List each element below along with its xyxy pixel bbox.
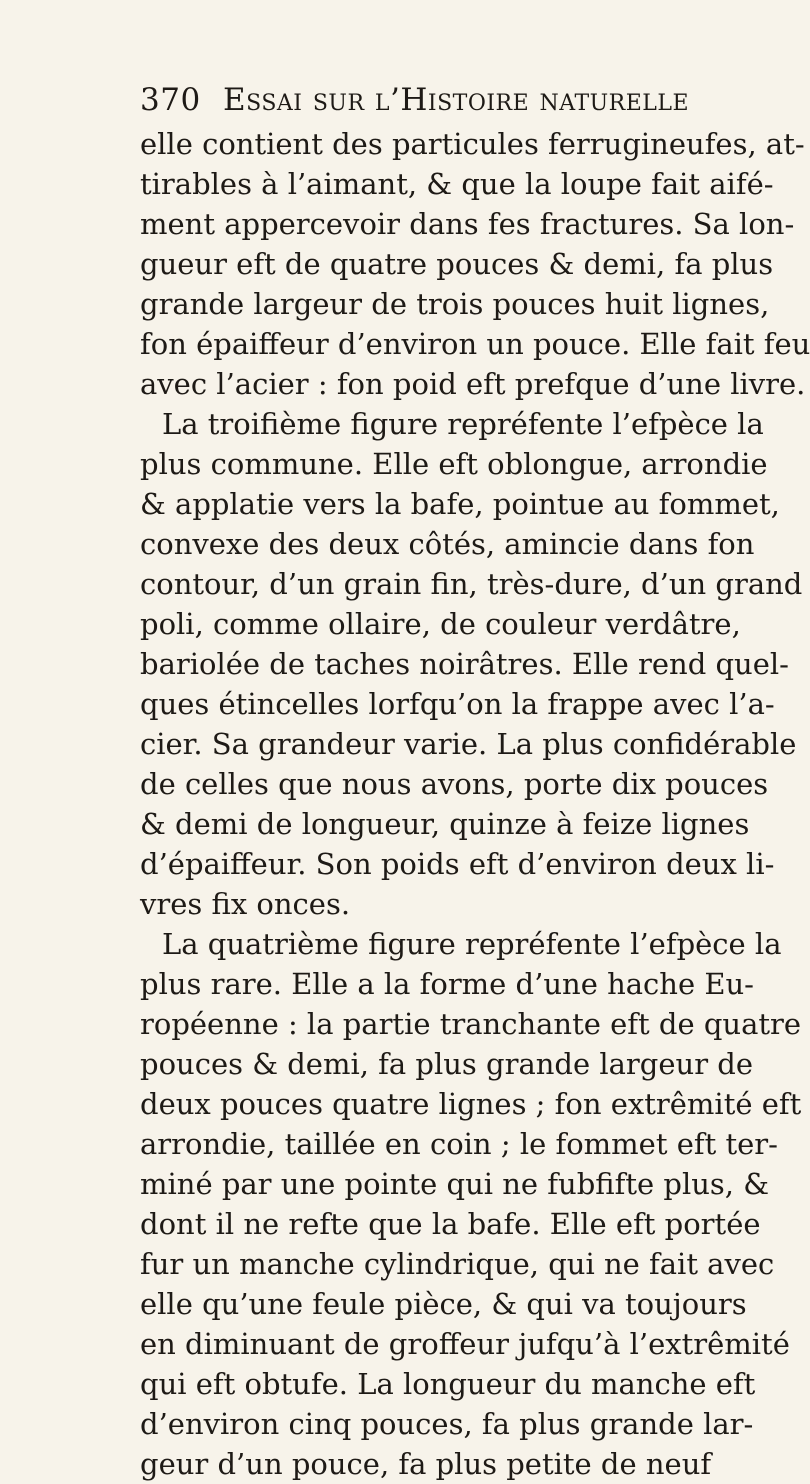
text-line: gueur eft de quatre pouces & demi, fa plus	[140, 247, 774, 281]
text-line: poli, comme ollaire, de couleur verdâtre,	[140, 607, 741, 641]
running-title: Essai sur l’Histoire naturelle	[223, 82, 690, 118]
text-line: en diminuant de groffeur jufqu’à l’extrêmité	[140, 1327, 790, 1361]
text-line: bariolée de taches noirâtres. Elle rend quel-	[140, 647, 789, 681]
body-text	[140, 124, 810, 1484]
text-line: arrondie, taillée en coin ; le fommet eft ter-	[140, 1127, 778, 1161]
text-line: plus rare. Elle a la forme d’une hache Eu-	[140, 967, 754, 1001]
text-line: de celles que nous avons, porte dix pouces	[140, 767, 769, 801]
text-line: deux pouces quatre lignes ; fon extrêmité eft	[140, 1087, 802, 1121]
text-line: ques étincelles lorfqu’on la frappe avec l’a-	[140, 687, 775, 721]
text-line: cier. Sa grandeur varie. La plus confidérable	[140, 727, 797, 761]
text-line: fon épaiffeur d’environ un pouce. Elle fait feu	[140, 327, 810, 361]
text-line: qui eft obtufe. La longueur du manche eft	[140, 1367, 756, 1401]
text-line: elle qu’une feule pièce, & qui va toujours	[140, 1287, 747, 1321]
text-line: & demi de longueur, quinze à feize lignes	[140, 807, 750, 841]
page-number: 370	[140, 82, 201, 118]
text-line: convexe des deux côtés, amincie dans fon	[140, 527, 755, 561]
text-line: ropéenne : la partie tranchante eft de quatre	[140, 1007, 802, 1041]
text-line: contour, d’un grain fin, très-dure, d’un grand	[140, 567, 803, 601]
text-line: miné par une pointe qui ne fubfifte plus, &	[140, 1167, 770, 1201]
text-line: pouces & demi, fa plus grande largeur de	[140, 1047, 754, 1081]
text-line: fur un manche cylindrique, qui ne fait avec	[140, 1247, 775, 1281]
text-line: ment appercevoir dans fes fractures. Sa lon-	[140, 207, 795, 241]
text-line: elle contient des particules ferrugineufes, at-	[140, 127, 805, 161]
text-line: vres fix onces.	[140, 887, 351, 921]
text-line: d’environ cinq pouces, fa plus grande lar-	[140, 1407, 754, 1441]
running-header	[140, 82, 700, 122]
paragraph-start-line: La quatrième figure repréfente l’efpèce la	[162, 927, 782, 961]
paragraph-start-line: La troifième figure repréfente l’efpèce la	[162, 407, 764, 441]
text-line: plus commune. Elle eft oblongue, arrondie	[140, 447, 768, 481]
text-line: dont il ne refte que la bafe. Elle eft portée	[140, 1207, 761, 1241]
text-line: & applatie vers la bafe, pointue au fommet,	[140, 487, 780, 521]
text-line: tirables à l’aimant, & que la loupe fait aifé-	[140, 167, 774, 201]
text-line: grande largeur de trois pouces huit lignes,	[140, 287, 770, 321]
text-line: geur d’un pouce, fa plus petite de neuf	[140, 1447, 712, 1481]
text-line: d’épaiffeur. Son poids eft d’environ deux li-	[140, 847, 775, 881]
text-line: avec l’acier : fon poid eft prefque d’une livre.	[140, 367, 806, 401]
